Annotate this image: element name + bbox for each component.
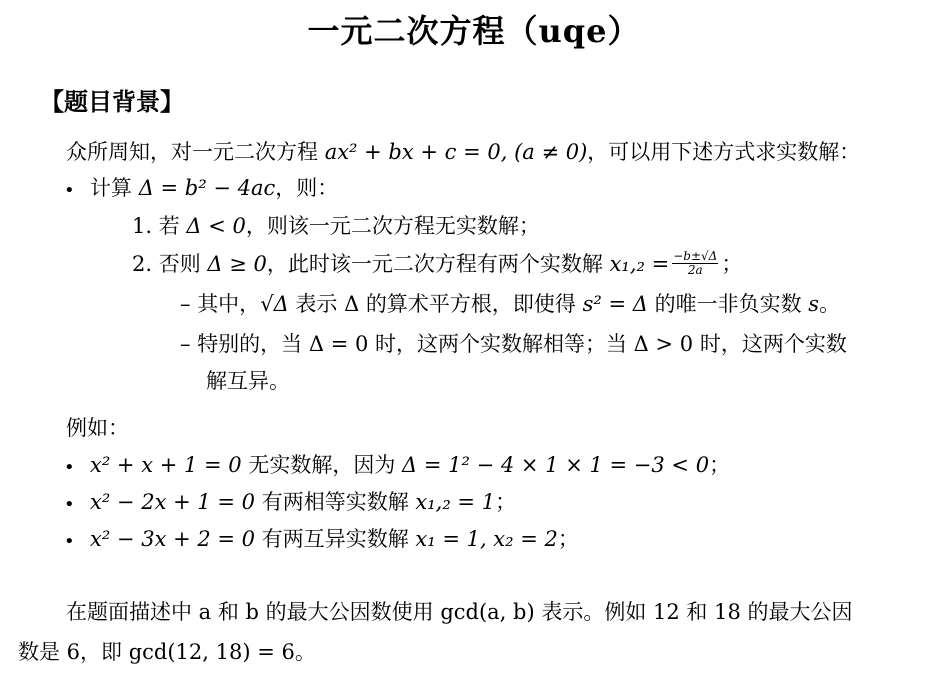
example-3-formula2: x₁ = 1, x₂ = 2	[415, 527, 558, 551]
example-item-3	[90, 527, 579, 552]
gcd-paragraph-line-2: 数是 6，即 gcd(12, 18) = 6。	[18, 640, 316, 664]
item1-prefix: 若	[158, 214, 187, 238]
gcd-paragraph-line-1: 在题面描述中 a 和 b 的最大公因数使用 gcd(a, b) 表示。例如 12 和 18 的最大公因	[66, 600, 853, 624]
dash1-var: s	[808, 292, 820, 316]
dash-item-2	[180, 332, 847, 357]
dash1-middle2: 的唯一非负实数	[647, 292, 809, 316]
dash1-sqrt: √Δ	[260, 292, 289, 316]
enum-marker-1: 1.	[132, 214, 153, 238]
enum-marker-2: 2.	[132, 252, 153, 276]
compute-suffix: ，则：	[275, 176, 339, 200]
example-2-formula: x² − 2x + 1 = 0	[90, 490, 256, 514]
item2-formula: Δ ≥ 0	[207, 252, 267, 276]
dash1-middle1: 表示 Δ 的算术平方根，即使得	[288, 292, 583, 316]
example-item-1	[90, 453, 730, 478]
example-item-2	[90, 490, 516, 515]
dash-marker-2: –	[180, 332, 191, 356]
intro-paragraph	[66, 140, 860, 165]
enum-item-1	[132, 214, 540, 239]
example-3-end: ；	[557, 527, 579, 551]
dash1-suffix: 。	[819, 292, 841, 316]
item2-lhs: x₁,₂ =	[609, 252, 670, 276]
item2-suffix: ；	[721, 252, 743, 276]
item2-middle: ，此时该一元二次方程有两个实数解	[266, 252, 610, 276]
bullet-marker: •	[64, 457, 75, 478]
example-1-text: 无实数解，因为	[241, 453, 403, 477]
example-1-formula2: Δ = 1² − 4 × 1 × 1 = −3 < 0	[402, 453, 710, 477]
dash1-formula: s² = Δ	[582, 292, 648, 316]
example-2-text: 有两相等实数解	[255, 490, 416, 514]
section-heading: 【题目背景】	[40, 87, 184, 116]
dash-item-2-continuation: 解互异。	[206, 369, 290, 393]
enum-item-2	[132, 249, 743, 279]
item1-suffix: ，则该一元二次方程无实数解；	[245, 214, 540, 238]
example-3-text: 有两互异实数解	[255, 527, 416, 551]
example-2-formula2: x₁,₂ = 1	[415, 490, 496, 514]
example-1-formula: x² + x + 1 = 0	[90, 453, 242, 477]
dash-marker-1: –	[180, 292, 191, 316]
quadratic-fraction	[672, 250, 718, 276]
bullet-marker: •	[64, 180, 75, 201]
compute-formula: Δ = b² − 4ac	[138, 176, 276, 200]
fraction-denominator: 2a	[687, 263, 703, 277]
bullet-marker: •	[64, 531, 75, 552]
bullet-compute	[90, 176, 338, 201]
fraction-numerator: −b±√Δ	[673, 249, 718, 264]
example-3-formula: x² − 3x + 2 = 0	[90, 527, 256, 551]
bullet-marker: •	[64, 494, 75, 515]
example-label: 例如：	[66, 416, 129, 440]
example-2-end: ；	[495, 490, 517, 514]
compute-prefix: 计算	[90, 176, 139, 200]
dash2-line1: 特别的，当 Δ = 0 时，这两个实数解相等；当 Δ > 0 时，这两个实数	[197, 332, 847, 356]
intro-prefix: 众所周知，对一元二次方程	[66, 140, 325, 164]
dash-item-1	[180, 292, 840, 317]
document-title: 一元二次方程（uqe）	[307, 12, 641, 50]
dash1-prefix: 其中，	[197, 292, 261, 316]
intro-equation: ax² + bx + c = 0, (a ≠ 0)	[324, 140, 588, 164]
item1-formula: Δ < 0	[186, 214, 246, 238]
item2-prefix: 否则	[158, 252, 208, 276]
example-1-end: ；	[709, 453, 731, 477]
intro-suffix: ，可以用下述方式求实数解：	[587, 140, 861, 164]
